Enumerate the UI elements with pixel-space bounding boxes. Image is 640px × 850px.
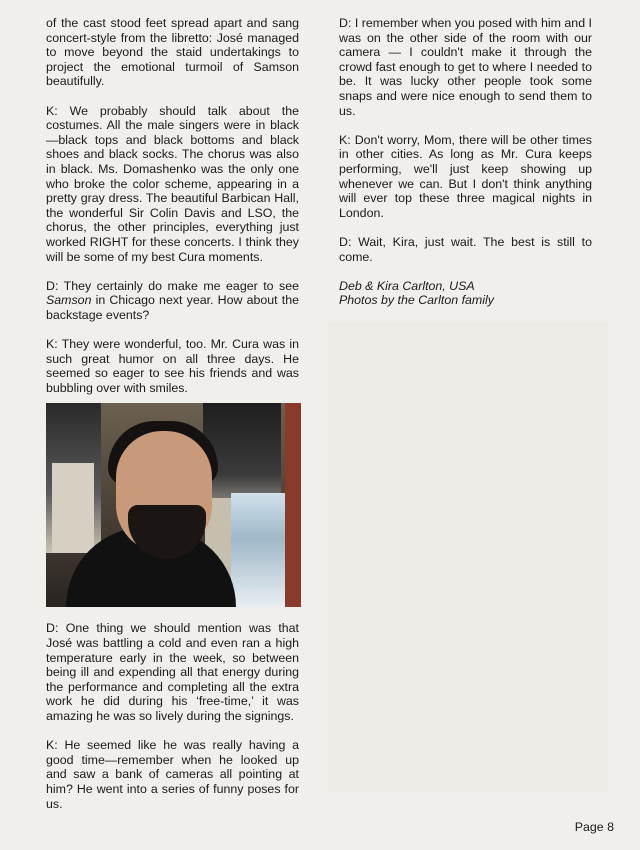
credit-photos: Photos by the Carlton family	[339, 293, 494, 308]
right-column	[339, 16, 592, 308]
paragraph-other-cities: K: Don't worry, Mom, there will be other times in other cities. As long as Mr. Cura keeps performing, we'll just keep showing up whenever we can. But I don't think anything will ever top these three magical nights in London.	[339, 132, 592, 220]
paragraph-best-to-come: D: Wait, Kira, just wait. The best is still to come.	[339, 234, 592, 264]
paragraph-costumes: K: We probably should talk about the costumes. All the male singers were in black—black tops and black bottoms and black shoes and black socks. The chorus was also in black. Ms. Domashenko was the only one who broke the color scheme, appearing in a pretty gray dress. The beautiful Barbican Hall, the wonderful Sir Colin Davis and LSO, the chorus, the other principles, everything just worked RIGHT for these concerts. I think they will be some of my best Cura moments.	[46, 103, 299, 264]
background-panel	[328, 322, 608, 792]
paragraph-cast: of the cast stood feet spread apart and sang concert-style from the libretto: José managed to move beyond the staid undertakings to project the emotional turmoil of Samson beautifully.	[46, 16, 299, 89]
paragraph-samson-chicago: D: They certainly do make me eager to see Samson in Chicago next year. How about the backstage events?	[46, 278, 299, 322]
singer-photo	[46, 403, 301, 607]
author-credits	[339, 279, 592, 308]
paragraph-cold: D: One thing we should mention was that José was battling a cold and even ran a high temperature early in the week, so between being ill and expending all that energy during the performance and completing all the extra work he did during his ‘free-time,’ it was amazing he was so lively during the signings.	[46, 621, 299, 723]
page-number: Page 8	[574, 820, 614, 834]
paragraph-camera: D: I remember when you posed with him and I was on the other side of the room with our camera — I couldn't make it through the crowd fast enough to get to where I needed to be. It was lucky other people took some snaps and were nice enough to send them to us.	[339, 16, 592, 118]
paragraph-poses: K: He seemed like he was really having a good time—remember when he looked up and saw a bank of cameras all pointing at him? He went into a series of funny poses for us.	[46, 738, 299, 811]
left-column	[46, 16, 299, 826]
opera-title: Samson	[46, 293, 92, 308]
credit-authors: Deb & Kira Carlton, USA	[339, 278, 475, 293]
paragraph-backstage: K: They were wonderful, too. Mr. Cura was in such great humor on all three days. He seemed so eager to see his friends and was bubbling over with smiles.	[46, 337, 299, 395]
